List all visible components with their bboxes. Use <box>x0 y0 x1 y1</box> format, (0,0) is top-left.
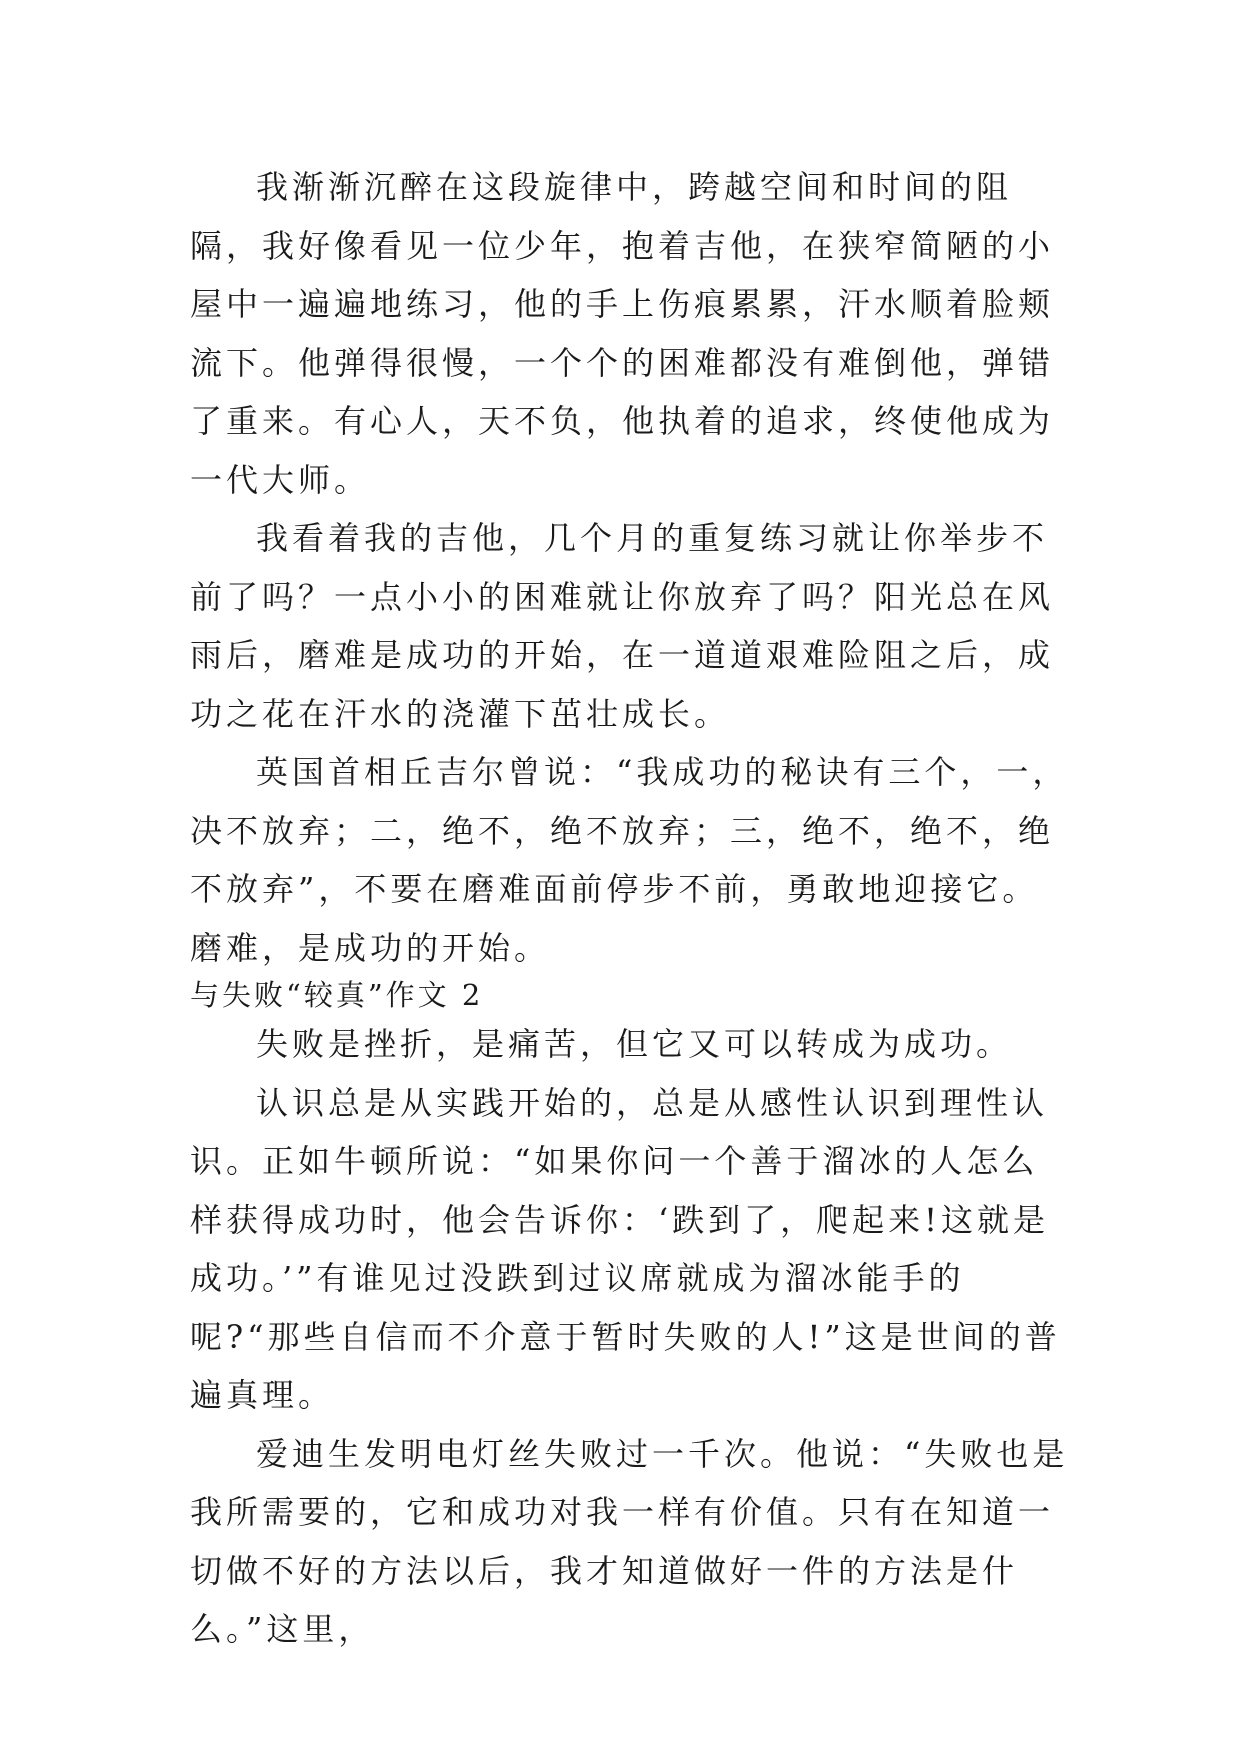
essay-2-body <box>190 1015 1070 1659</box>
paragraph: 认识总是从实践开始的，总是从感性认识到理性认识。正如牛顿所说：“如果你问一个善于溜冰的人怎么样获得成功时，他会告诉你：‘跌到了，爬起来!这就是成功。’”有谁见过没跌到过议席就成为溜冰能手的呢?“那些自信而不介意于暂时失败的人!”这是世间的普遍真理。 <box>190 1083 1061 1414</box>
paragraph: 我渐渐沉醉在这段旋律中，跨越空间和时间的阻隔，我好像看见一位少年，抱着吉他，在狭窄简陋的小屋中一遍遍地练习，他的手上伤痕累累，汗水顺着脸颊流下。他弹得很慢，一个个的困难都没有难倒他，弹错了重来。有心人，天不负，他执着的追求，终使他成为一代大师。 <box>190 168 1055 499</box>
paragraph: 爱迪生发明电灯丝失败过一千次。他说：“失败也是我所需要的，它和成功对我一样有价值。只有在知道一切做不好的方法以后，我才知道做好一件的方法是什么。”这里， <box>190 1434 1069 1648</box>
paragraph: 失败是挫折，是痛苦，但它又可以转成为成功。 <box>256 1025 1013 1063</box>
paragraph: 英国首相丘吉尔曾说：“我成功的秘诀有三个，一，决不放弃；二，绝不，绝不放弃；三，绝不，绝不，绝不放弃”，不要在磨难面前停步不前，勇敢地迎接它。磨难，是成功的开始。 <box>190 753 1069 967</box>
paragraph: 我看着我的吉他，几个月的重复练习就让你举步不前了吗？一点小小的困难就让你放弃了吗？阳光总在风雨后，磨难是成功的开始，在一道道艰难险阻之后，成功之花在汗水的浇灌下茁壮成长。 <box>190 519 1055 733</box>
essay-2-title: 与失败“较真”作文 2 <box>190 978 484 1012</box>
essay-1-body <box>190 158 1070 977</box>
